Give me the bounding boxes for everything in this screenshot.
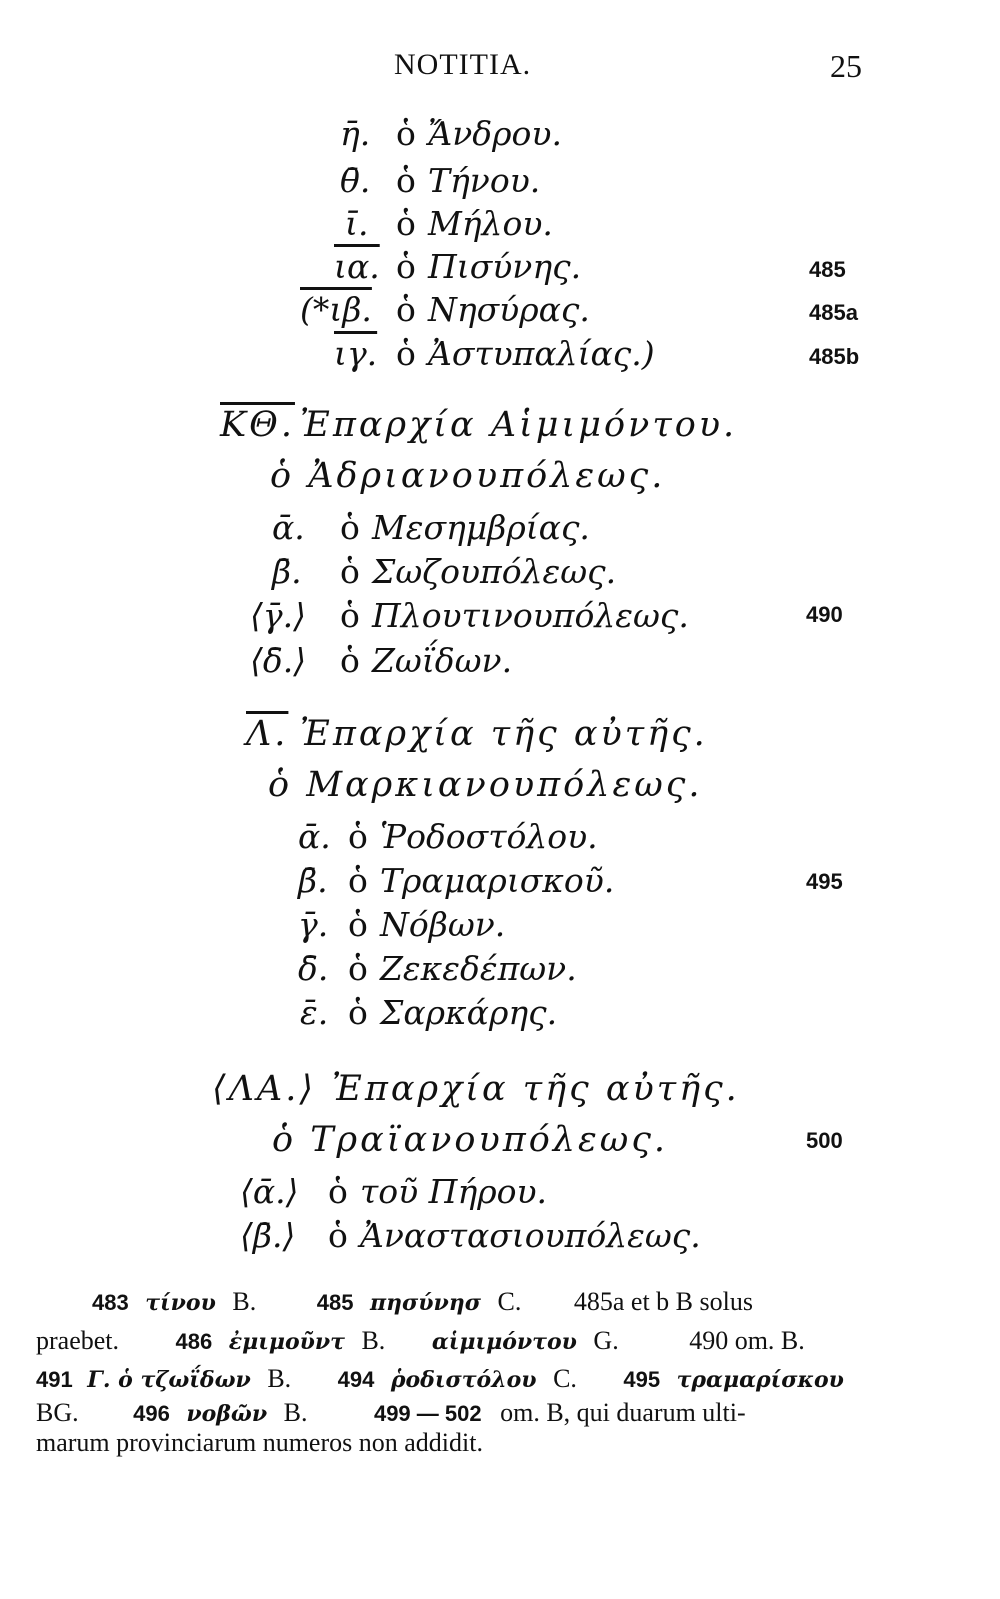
apparatus-line: 491 Γ. ὁ τζωΐδων B. 494 ῥοδιστόλου C. 495 τραμαρίσκου <box>36 1364 844 1393</box>
entry-mark: ⟨β̄.⟩ <box>240 1216 296 1255</box>
entry-mark: ⟨γ̄.⟩ <box>250 596 306 635</box>
entry-mark: β̄. <box>272 552 302 591</box>
line-number: 490 <box>806 602 843 627</box>
entry-article: ὁ <box>396 247 416 286</box>
line-number: 485 <box>809 257 846 282</box>
province-number: ΚΘ. <box>220 405 295 445</box>
entry-article: ὁ <box>348 949 368 988</box>
entry-article: ὁ <box>396 114 416 153</box>
page-number: 25 <box>830 48 862 84</box>
entry-mark: ῑ. <box>345 204 369 243</box>
entry-mark: (*ιβ. <box>300 290 372 329</box>
entry-name: Ζωΐδων. <box>372 641 513 680</box>
entry-mark: ᾱ. <box>298 817 331 856</box>
entry-article: ὁ <box>328 1216 348 1255</box>
entry-name: Μήλου. <box>428 204 553 243</box>
entry-name: Σαρκάρης. <box>380 993 558 1032</box>
entry-mark: θ̄. <box>340 161 371 200</box>
entry-article: ὁ <box>348 993 368 1032</box>
entry-name: Σωζουπόλεως. <box>372 552 617 591</box>
apparatus-line: marum provinciarum numeros non addidit. <box>36 1428 483 1457</box>
entry-name: Ἀναστασιουπόλεως. <box>360 1216 701 1255</box>
metropolis-name: ὁ Ἀδριανουπόλεως. <box>270 456 666 496</box>
entry-name: Πισύνης. <box>428 247 582 286</box>
entry-mark: ε̄. <box>300 993 329 1032</box>
entry-article: ὁ <box>396 161 416 200</box>
entry-name: Ζεκεδέπων. <box>380 949 577 988</box>
entry-name: Τήνου. <box>428 161 541 200</box>
entry-article: ὁ <box>328 1172 348 1211</box>
line-number: 485b <box>809 344 860 369</box>
running-title: NOTITIA. <box>394 48 532 81</box>
entry-name: Τραμαρισκοῦ. <box>380 861 615 900</box>
entry-mark: γ̄. <box>298 905 329 944</box>
entry-mark: ⟨δ̄.⟩ <box>250 641 307 680</box>
entry-article: ὁ <box>340 552 360 591</box>
province-number: ⟨ΛΑ.⟩ <box>212 1069 316 1109</box>
entry-name: Νησύρας. <box>428 290 590 329</box>
province-number: Λ. <box>246 714 289 754</box>
entry-name: Ἀστυπαλίας.) <box>428 334 655 373</box>
entry-article: ὁ <box>348 905 368 944</box>
line-number: 485a <box>809 300 858 325</box>
entry-article: ὁ <box>396 334 416 373</box>
province-title: Ἐπαρχία Αἱμιμόντου. <box>300 405 738 445</box>
entry-mark: ᾱ. <box>272 508 305 547</box>
apparatus-line: 483 τίνου B. 485 πησύνησ C. 485a et b B solus <box>92 1287 753 1316</box>
metropolis-name: ὁ Τραϊανουπόλεως. <box>272 1120 669 1160</box>
entry-mark: ια. <box>334 247 380 286</box>
entry-name: Πλουτινουπόλεως. <box>372 596 689 635</box>
entry-article: ὁ <box>396 204 416 243</box>
entry-name: Νόβων. <box>380 905 506 944</box>
entry-mark: η̄. <box>340 114 371 153</box>
entry-mark: ⟨ᾱ.⟩ <box>240 1172 299 1211</box>
province-title: Ἐπαρχία τῆς αὐτῆς. <box>332 1069 740 1109</box>
entry-name: τοῦ Πήρου. <box>360 1172 548 1211</box>
entry-mark: δ̄. <box>298 949 329 988</box>
entry-article: ὁ <box>340 508 360 547</box>
entry-name: Ἄνδρου. <box>428 114 562 153</box>
metropolis-name: ὁ Μαρκιανουπόλεως. <box>268 765 703 805</box>
entry-article: ὁ <box>396 290 416 329</box>
line-number: 495 <box>806 869 843 894</box>
line-number: 500 <box>806 1128 843 1153</box>
entry-article: ὁ <box>340 641 360 680</box>
entry-article: ὁ <box>340 596 360 635</box>
entry-article: ὁ <box>348 861 368 900</box>
apparatus-line: praebet. 486 ἐμιμοῦντ B. αἱμιμόντου G. 490 om. B. <box>36 1326 805 1355</box>
entry-name: Ῥοδοστόλου. <box>380 817 598 856</box>
apparatus-line: BG. 496 νοβῶν B. 499 — 502 om. B, qui duarum ulti- <box>36 1398 746 1427</box>
entry-mark: ιγ. <box>334 334 378 373</box>
entry-name: Μεσημβρίας. <box>372 508 590 547</box>
province-title: Ἐπαρχία τῆς αὐτῆς. <box>300 714 708 754</box>
entry-article: ὁ <box>348 817 368 856</box>
entry-mark: β̄. <box>298 861 328 900</box>
